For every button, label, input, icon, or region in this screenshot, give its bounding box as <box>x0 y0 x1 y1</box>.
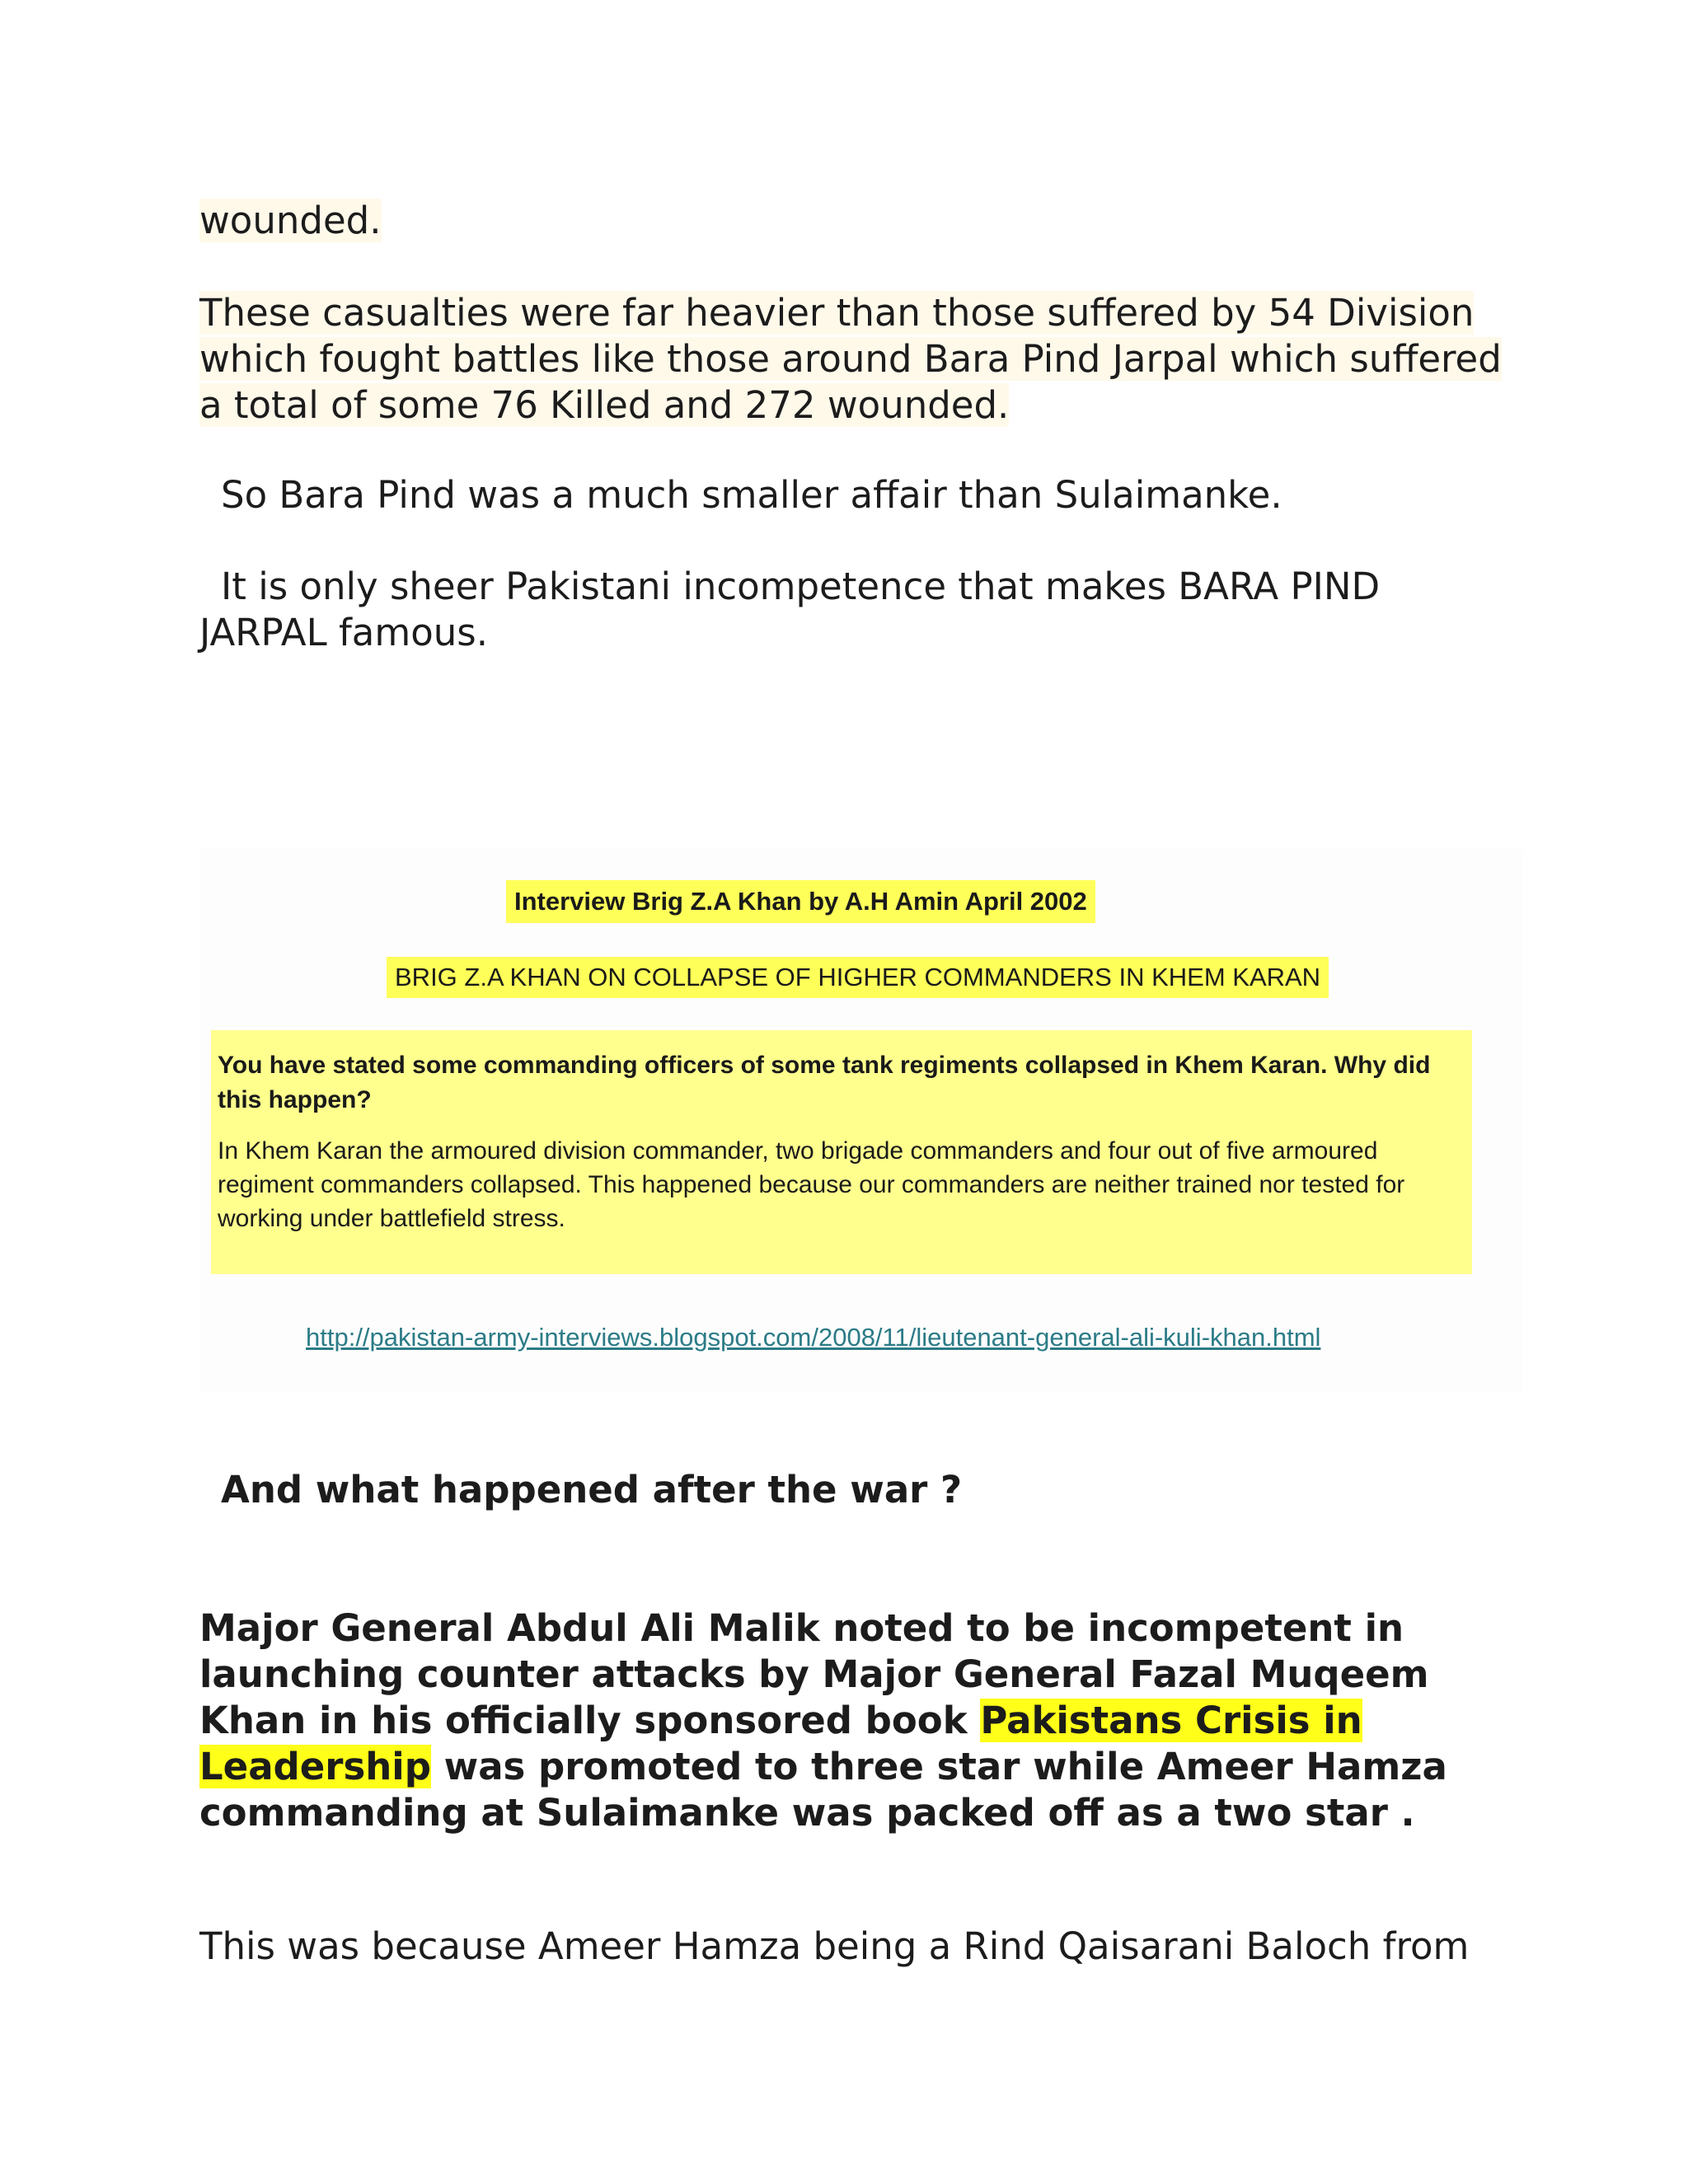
interview-link[interactable]: http://pakistan-army-interviews.blogspot.com/2008/11/lieutenant-general-ali-kuli-khan.html <box>306 1323 1321 1352</box>
book-title-highlight: Pakistans Crisis in Leadership <box>199 1699 1362 1788</box>
paragraph-casualties <box>199 290 1502 429</box>
interview-subtitle: BRIG Z.A KHAN ON COLLAPSE OF HIGHER COMMANDERS IN KHEM KARAN <box>387 957 1329 998</box>
paragraph-hamza: This was because Ameer Hamza being a Rind Qaisarani Baloch from <box>199 1924 1470 1968</box>
qa-box <box>211 1030 1472 1274</box>
interview-answer: In Khem Karan the armoured division commander, two brigade commanders and four out of five armoured regiment commanders collapsed. This happened because our commanders are neither trained nor tested for working under battlefield stress. <box>218 1137 1405 1232</box>
paragraph-wounded-text: wounded. <box>199 199 382 242</box>
paragraph-incompetence: It is only sheer Pakistani incompetence that makes BARA PIND JARPAL famous. <box>199 565 1381 654</box>
paragraph-malik-before: Major General Abdul Ali Malik noted to be incompetent in launching counter attacks by Major General Fazal Muqeem Khan in his officially sponsored book <box>199 1606 1429 1742</box>
paragraph-bara-pind: So Bara Pind was a much smaller affair than Sulaimanke. <box>221 473 1282 517</box>
paragraph-casualties-text: These casualties were far heavier than those suffered by 54 Division which fought battles like those around Bara Pind Jarpal which suffered a total of some 76 Killed and 272 wounded. <box>199 291 1502 427</box>
interview-title: Interview Brig Z.A Khan by A.H Amin April 2002 <box>506 880 1095 923</box>
paragraph-malik-after: was promoted to three star while Ameer Hamza commanding at Sulaimanke was packed off as a two star . <box>199 1745 1447 1835</box>
interview-question: You have stated some commanding officers of some tank regiments collapsed in Khem Karan. Why did this happen? <box>218 1052 1431 1113</box>
interview-screenshot <box>199 849 1523 1393</box>
paragraph-malik <box>199 1605 1493 1836</box>
section-heading: And what happened after the war ? <box>221 1468 963 1511</box>
paragraph-wounded <box>199 198 1518 244</box>
